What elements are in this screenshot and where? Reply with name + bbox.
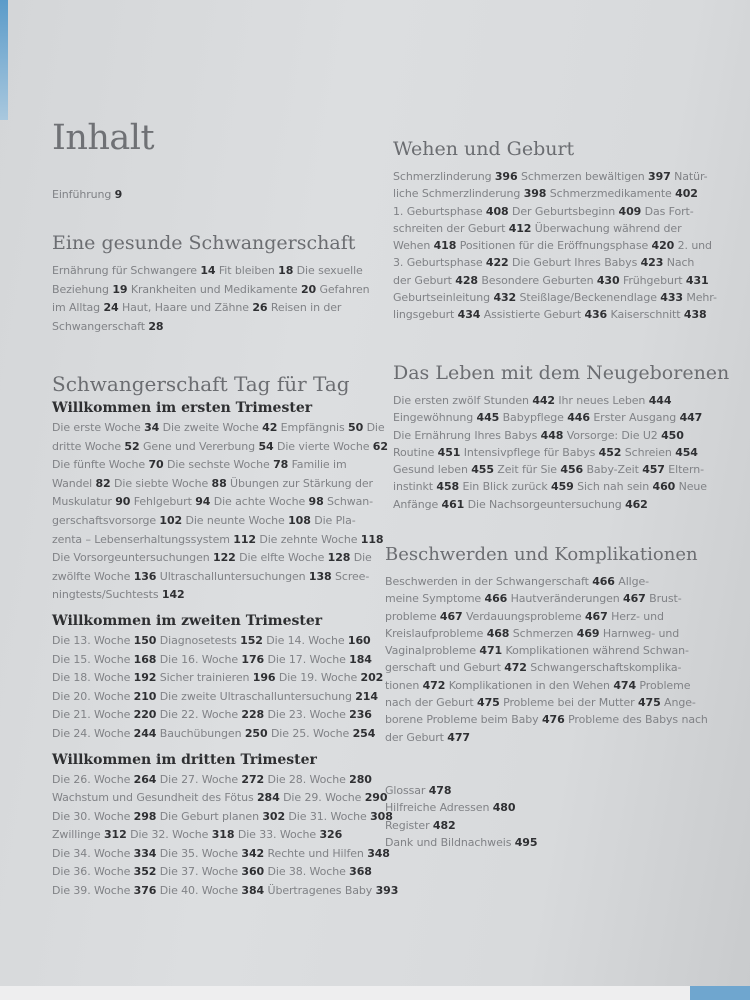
toc-line: Die 18. Woche 192 Sicher trainieren 196 Die 19. Woche 202 — [52, 671, 384, 685]
page-number: 150 — [133, 633, 157, 647]
page-number: 334 — [133, 846, 157, 860]
page-number: 88 — [211, 476, 227, 490]
page-number: 102 — [159, 513, 183, 527]
section-appendix — [385, 782, 537, 851]
page-number: 236 — [349, 708, 372, 722]
toc-line: 1. Geburtsphase 408 Der Geburtsbeginn 409 Das Fort- — [393, 204, 694, 218]
toc-line: Die 30. Woche 298 Die Geburt planen 302 Die 31. Woche 308 — [52, 809, 393, 823]
toc-line: der Geburt 477 — [385, 730, 470, 744]
page-number: 50 — [348, 421, 364, 434]
toc-line: Die 39. Woche 376 Die 40. Woche 384 Übertragenes Baby 393 — [52, 884, 399, 898]
toc-line: Wachstum und Gesundheit des Fötus 284 Die 29. Woche 290 — [52, 791, 388, 805]
page-number: 396 — [494, 170, 518, 183]
page-number: 118 — [360, 532, 384, 546]
trimester-entries-3 — [52, 771, 398, 901]
page-number: 446 — [567, 411, 590, 425]
toc-line: Die 36. Woche 352 Die 37. Woche 360 Die 38. Woche 368 — [52, 865, 372, 879]
page-number: 18 — [278, 264, 294, 277]
page-number: 82 — [95, 476, 111, 490]
toc-line: Routine 451 Intensivpflege für Babys 452 Schreien 454 — [393, 445, 698, 459]
page-number: 34 — [144, 421, 160, 434]
book-cover-edge — [0, 0, 8, 120]
page-number: 448 — [540, 428, 564, 442]
page-number: 384 — [241, 884, 265, 898]
page-number: 459 — [551, 480, 574, 494]
toc-line: Hilfreiche Adressen 480 — [385, 801, 516, 815]
section-title: Beschwerden und Komplikationen — [385, 544, 698, 565]
page-number: 272 — [241, 772, 265, 786]
page-number: 326 — [319, 828, 343, 842]
page-number: 19 — [112, 282, 128, 296]
section-entries — [52, 262, 370, 336]
section-entries — [393, 168, 717, 324]
page-number: 471 — [479, 644, 503, 658]
page-number: 467 — [439, 609, 463, 623]
page-number: 210 — [133, 689, 157, 703]
toc-line: Die 20. Woche 210 Die zweite Ultraschalluntersuchung 214 — [52, 689, 378, 703]
page-number: 9 — [114, 188, 123, 201]
page-number: 352 — [133, 865, 157, 879]
toc-line: nach der Geburt 475 Probleme bei der Mutter 475 Ange- — [385, 696, 696, 710]
page-number: 422 — [485, 256, 509, 270]
page-number: 434 — [457, 308, 481, 322]
page-number: 214 — [355, 689, 378, 703]
page-number: 454 — [675, 445, 698, 459]
page-number: 475 — [477, 696, 500, 710]
page-number: 90 — [115, 495, 131, 509]
section-title: Das Leben mit dem Neugeborenen — [393, 362, 730, 384]
page-number: 28 — [148, 319, 164, 333]
toc-line: Vaginalprobleme 471 Komplikationen während Schwan- — [385, 644, 689, 658]
toc-line: Die 13. Woche 150 Diagnosetests 152 Die 14. Woche 160 — [52, 633, 371, 647]
page-number: 220 — [133, 708, 157, 722]
page-number: 447 — [679, 411, 703, 425]
toc-line: Wehen 418 Positionen für die Eröffnungsphase 420 2. und — [393, 239, 712, 253]
page-number: 467 — [623, 592, 646, 606]
toc-line: Ernährung für Schwangere 14 Fit bleiben 18 Die sexuelle — [52, 264, 363, 277]
toc-line: Eingewöhnung 445 Babypflege 446 Erster Ausgang 447 — [393, 411, 703, 425]
toc-line: Muskulatur 90 Fehlgeburt 94 Die achte Woche 98 Schwan- — [52, 495, 374, 509]
page-number: 456 — [560, 463, 584, 477]
trimester-entries-1 — [52, 419, 398, 605]
page-number: 477 — [447, 730, 470, 744]
toc-line: Die ersten zwölf Stunden 442 Ihr neues Leben 444 — [393, 394, 672, 407]
page-number: 475 — [637, 696, 661, 710]
page-number: 42 — [262, 421, 278, 434]
toc-line: Die 26. Woche 264 Die 27. Woche 272 Die 28. Woche 280 — [52, 772, 372, 786]
page-number: 476 — [542, 713, 565, 727]
toc-line: Wandel 82 Die siebte Woche 88 Übungen zur Stärkung der — [52, 476, 373, 490]
page-number: 348 — [367, 846, 390, 860]
toc-line: meine Symptome 466 Hautveränderungen 467 Brust- — [385, 592, 682, 606]
page-number: 98 — [308, 495, 324, 509]
page-number: 136 — [133, 569, 157, 583]
toc-line: Die 15. Woche 168 Die 16. Woche 176 Die 17. Woche 184 — [52, 652, 372, 666]
toc-line: Beziehung 19 Krankheiten und Medikamente 20 Gefahren — [52, 282, 370, 296]
page-number: 402 — [675, 187, 698, 201]
page-number: 128 — [327, 551, 351, 565]
section-beschwerden — [385, 544, 708, 746]
toc-line: zenta – Lebenserhaltungssystem 112 Die zehnte Woche 118 — [52, 532, 384, 546]
page-number: 250 — [244, 726, 268, 740]
page-number: 152 — [240, 633, 263, 647]
page-number: 474 — [613, 678, 637, 692]
page-number: 478 — [428, 784, 452, 797]
page-number: 108 — [288, 513, 311, 527]
page-number: 360 — [241, 865, 265, 879]
toc-line: Dank und Bildnachweis 495 — [385, 835, 538, 849]
trimester-entries-2 — [52, 632, 398, 744]
toc-line: schreiten der Geburt 412 Überwachung während der — [393, 221, 682, 235]
page-number: 376 — [133, 884, 157, 898]
page-number: 26 — [252, 301, 268, 315]
page-number: 444 — [648, 394, 672, 407]
page-number: 480 — [492, 801, 516, 815]
page-number: 495 — [514, 835, 538, 849]
page-number: 420 — [651, 239, 675, 253]
page-number: 254 — [352, 726, 376, 740]
page-number: 409 — [618, 204, 642, 218]
page-number: 458 — [436, 480, 460, 494]
page-number: 202 — [360, 671, 384, 685]
page-number: 468 — [486, 626, 510, 640]
toc-line: tionen 472 Komplikationen in den Wehen 474 Probleme — [385, 678, 691, 692]
page-number: 442 — [532, 394, 555, 407]
page-number: 457 — [642, 463, 665, 477]
toc-line: im Alltag 24 Haut, Haare und Zähne 26 Reisen in der — [52, 301, 342, 315]
page-number: 244 — [133, 726, 157, 740]
toc-line: Die Ernährung Ihres Babys 448 Vorsorge: Die U2 450 — [393, 428, 684, 442]
page-number: 423 — [640, 256, 664, 270]
section-gesunde-schwangerschaft — [52, 232, 370, 336]
page-number: 312 — [104, 828, 127, 842]
toc-line: Geburtseinleitung 432 Steißlage/Beckenendlage 433 Mehr- — [393, 291, 717, 305]
page-number: 122 — [213, 551, 236, 565]
toc-line: Schwangerschaft 28 — [52, 319, 164, 333]
toc-line: der Geburt 428 Besondere Geburten 430 Frühgeburt 431 — [393, 273, 709, 287]
page-number: 280 — [349, 772, 372, 786]
page-number: 94 — [195, 495, 211, 509]
page-number: 264 — [133, 772, 157, 786]
page-number: 228 — [241, 708, 265, 722]
toc-line: gerschaftsvorsorge 102 Die neunte Woche 108 Die Pla- — [52, 513, 356, 527]
page-number: 469 — [576, 626, 600, 640]
trimester-title-3: Willkommen im dritten Trimester — [52, 751, 317, 768]
page-number: 14 — [200, 264, 216, 277]
page-number: 298 — [133, 809, 157, 823]
page-title: Inhalt — [52, 118, 155, 158]
toc-line: gerschaft und Geburt 472 Schwangerschaftskomplika- — [385, 661, 682, 675]
toc-line: Die 34. Woche 334 Die 35. Woche 342 Rechte und Hilfen 348 — [52, 846, 390, 860]
page-number: 192 — [133, 671, 157, 685]
page-number: 138 — [308, 569, 332, 583]
page-number: 472 — [422, 678, 446, 692]
page-number: 412 — [508, 221, 532, 235]
toc-line: 3. Geburtsphase 422 Die Geburt Ihres Babys 423 Nach — [393, 256, 695, 270]
page-number: 160 — [347, 633, 371, 647]
page-number: 450 — [661, 428, 684, 442]
toc-line: lingsgeburt 434 Assistierte Geburt 436 Kaiserschnitt 438 — [393, 308, 707, 322]
page-number: 460 — [652, 480, 676, 494]
page-number: 455 — [471, 463, 494, 477]
page-number: 184 — [349, 652, 372, 666]
toc-line: dritte Woche 52 Gene und Vererbung 54 Die vierte Woche 62 — [52, 439, 388, 453]
page-number: 461 — [441, 497, 465, 511]
page-number: 20 — [300, 282, 317, 296]
page-number: 397 — [648, 170, 671, 183]
page-number: 24 — [103, 301, 119, 315]
page-number: 466 — [484, 592, 508, 606]
toc-line: Kreislaufprobleme 468 Schmerzen 469 Harnweg- und — [385, 626, 680, 640]
page-bottom-edge — [0, 986, 750, 1000]
page-number: 398 — [523, 187, 547, 201]
page-number: 393 — [375, 884, 399, 898]
page-number: 52 — [124, 439, 140, 453]
page-number: 342 — [241, 846, 265, 860]
page-number: 462 — [625, 497, 648, 511]
toc-line: ningtests/Suchtests 142 — [52, 588, 185, 602]
page-number: 168 — [133, 652, 157, 666]
toc-line: probleme 467 Verdauungsprobleme 467 Herz- und — [385, 609, 664, 623]
toc-line: zwölfte Woche 136 Ultraschalluntersuchungen 138 Scree- — [52, 569, 370, 583]
page-number: 112 — [233, 532, 256, 546]
toc-line: Register 482 — [385, 818, 456, 832]
toc-line: instinkt 458 Ein Blick zurück 459 Sich nah sein 460 Neue — [393, 480, 707, 494]
page-number: 472 — [504, 661, 527, 675]
page-number: 451 — [437, 445, 461, 459]
appendix-entries — [385, 782, 537, 851]
page-number: 78 — [273, 458, 289, 472]
page-number: 290 — [364, 791, 388, 805]
toc-intro-entry: Einführung 9 — [52, 188, 123, 201]
toc-line: Glossar 478 — [385, 784, 452, 797]
trimester-title-2: Willkommen im zweiten Trimester — [52, 612, 323, 629]
toc-line: borene Probleme beim Baby 476 Probleme des Babys nach — [385, 713, 708, 727]
page-number: 418 — [433, 239, 457, 253]
toc-line: Schmerzlinderung 396 Schmerzen bewältigen 397 Natür- — [393, 170, 708, 183]
page-number: 433 — [660, 291, 683, 305]
page-number: 318 — [211, 828, 235, 842]
trimester-title-1: Willkommen im ersten Trimester — [52, 400, 313, 416]
page-number: 445 — [476, 411, 500, 425]
section-entries — [393, 392, 729, 513]
page-number: 438 — [683, 308, 707, 322]
toc-line: Zwillinge 312 Die 32. Woche 318 Die 33. Woche 326 — [52, 828, 343, 842]
page-number: 196 — [252, 671, 276, 685]
page-number: 62 — [372, 439, 388, 453]
toc-line: Die fünfte Woche 70 Die sechste Woche 78 Familie im — [52, 458, 347, 472]
toc-line: liche Schmerzlinderung 398 Schmerzmedikamente 402 — [393, 187, 698, 201]
section-title: Schwangerschaft Tag für Tag — [52, 372, 350, 396]
page-number: 430 — [596, 273, 620, 287]
page-number: 142 — [161, 588, 185, 602]
section-wehen-und-geburt — [393, 138, 717, 324]
page-number: 466 — [592, 575, 615, 588]
section-tag-fuer-tag — [52, 372, 398, 901]
page-number: 428 — [455, 273, 478, 287]
page-number: 432 — [493, 291, 517, 305]
toc-line: Beschwerden in der Schwangerschaft 466 Allge- — [385, 575, 650, 588]
page-number: 302 — [262, 809, 286, 823]
page-number: 467 — [584, 609, 608, 623]
page-number: 452 — [598, 445, 622, 459]
toc-line: Die Vorsorgeuntersuchungen 122 Die elfte Woche 128 Die — [52, 551, 372, 565]
section-title: Wehen und Geburt — [393, 138, 575, 160]
section-entries — [385, 573, 708, 746]
toc-line: Anfänge 461 Die Nachsorgeuntersuchung 462 — [393, 497, 648, 511]
section-title: Eine gesunde Schwangerschaft — [52, 232, 356, 254]
toc-line: Die 21. Woche 220 Die 22. Woche 228 Die 23. Woche 236 — [52, 708, 372, 722]
page-number: 431 — [685, 273, 709, 287]
toc-line: Die erste Woche 34 Die zweite Woche 42 Empfängnis 50 Die — [52, 421, 385, 434]
page-number: 70 — [148, 458, 164, 472]
page-number: 308 — [370, 809, 393, 823]
page-number: 408 — [485, 204, 509, 218]
page-number: 368 — [349, 865, 372, 879]
page-number: 482 — [432, 818, 456, 832]
page-number: 176 — [241, 652, 265, 666]
page-number: 436 — [584, 308, 608, 322]
toc-line: Gesund leben 455 Zeit für Sie 456 Baby-Zeit 457 Eltern- — [393, 463, 704, 477]
toc-line: Die 24. Woche 244 Bauchübungen 250 Die 25. Woche 254 — [52, 726, 376, 740]
page-number: 54 — [258, 439, 274, 453]
section-leben-mit-neugeborenen — [393, 362, 729, 513]
page-number: 284 — [256, 791, 280, 805]
